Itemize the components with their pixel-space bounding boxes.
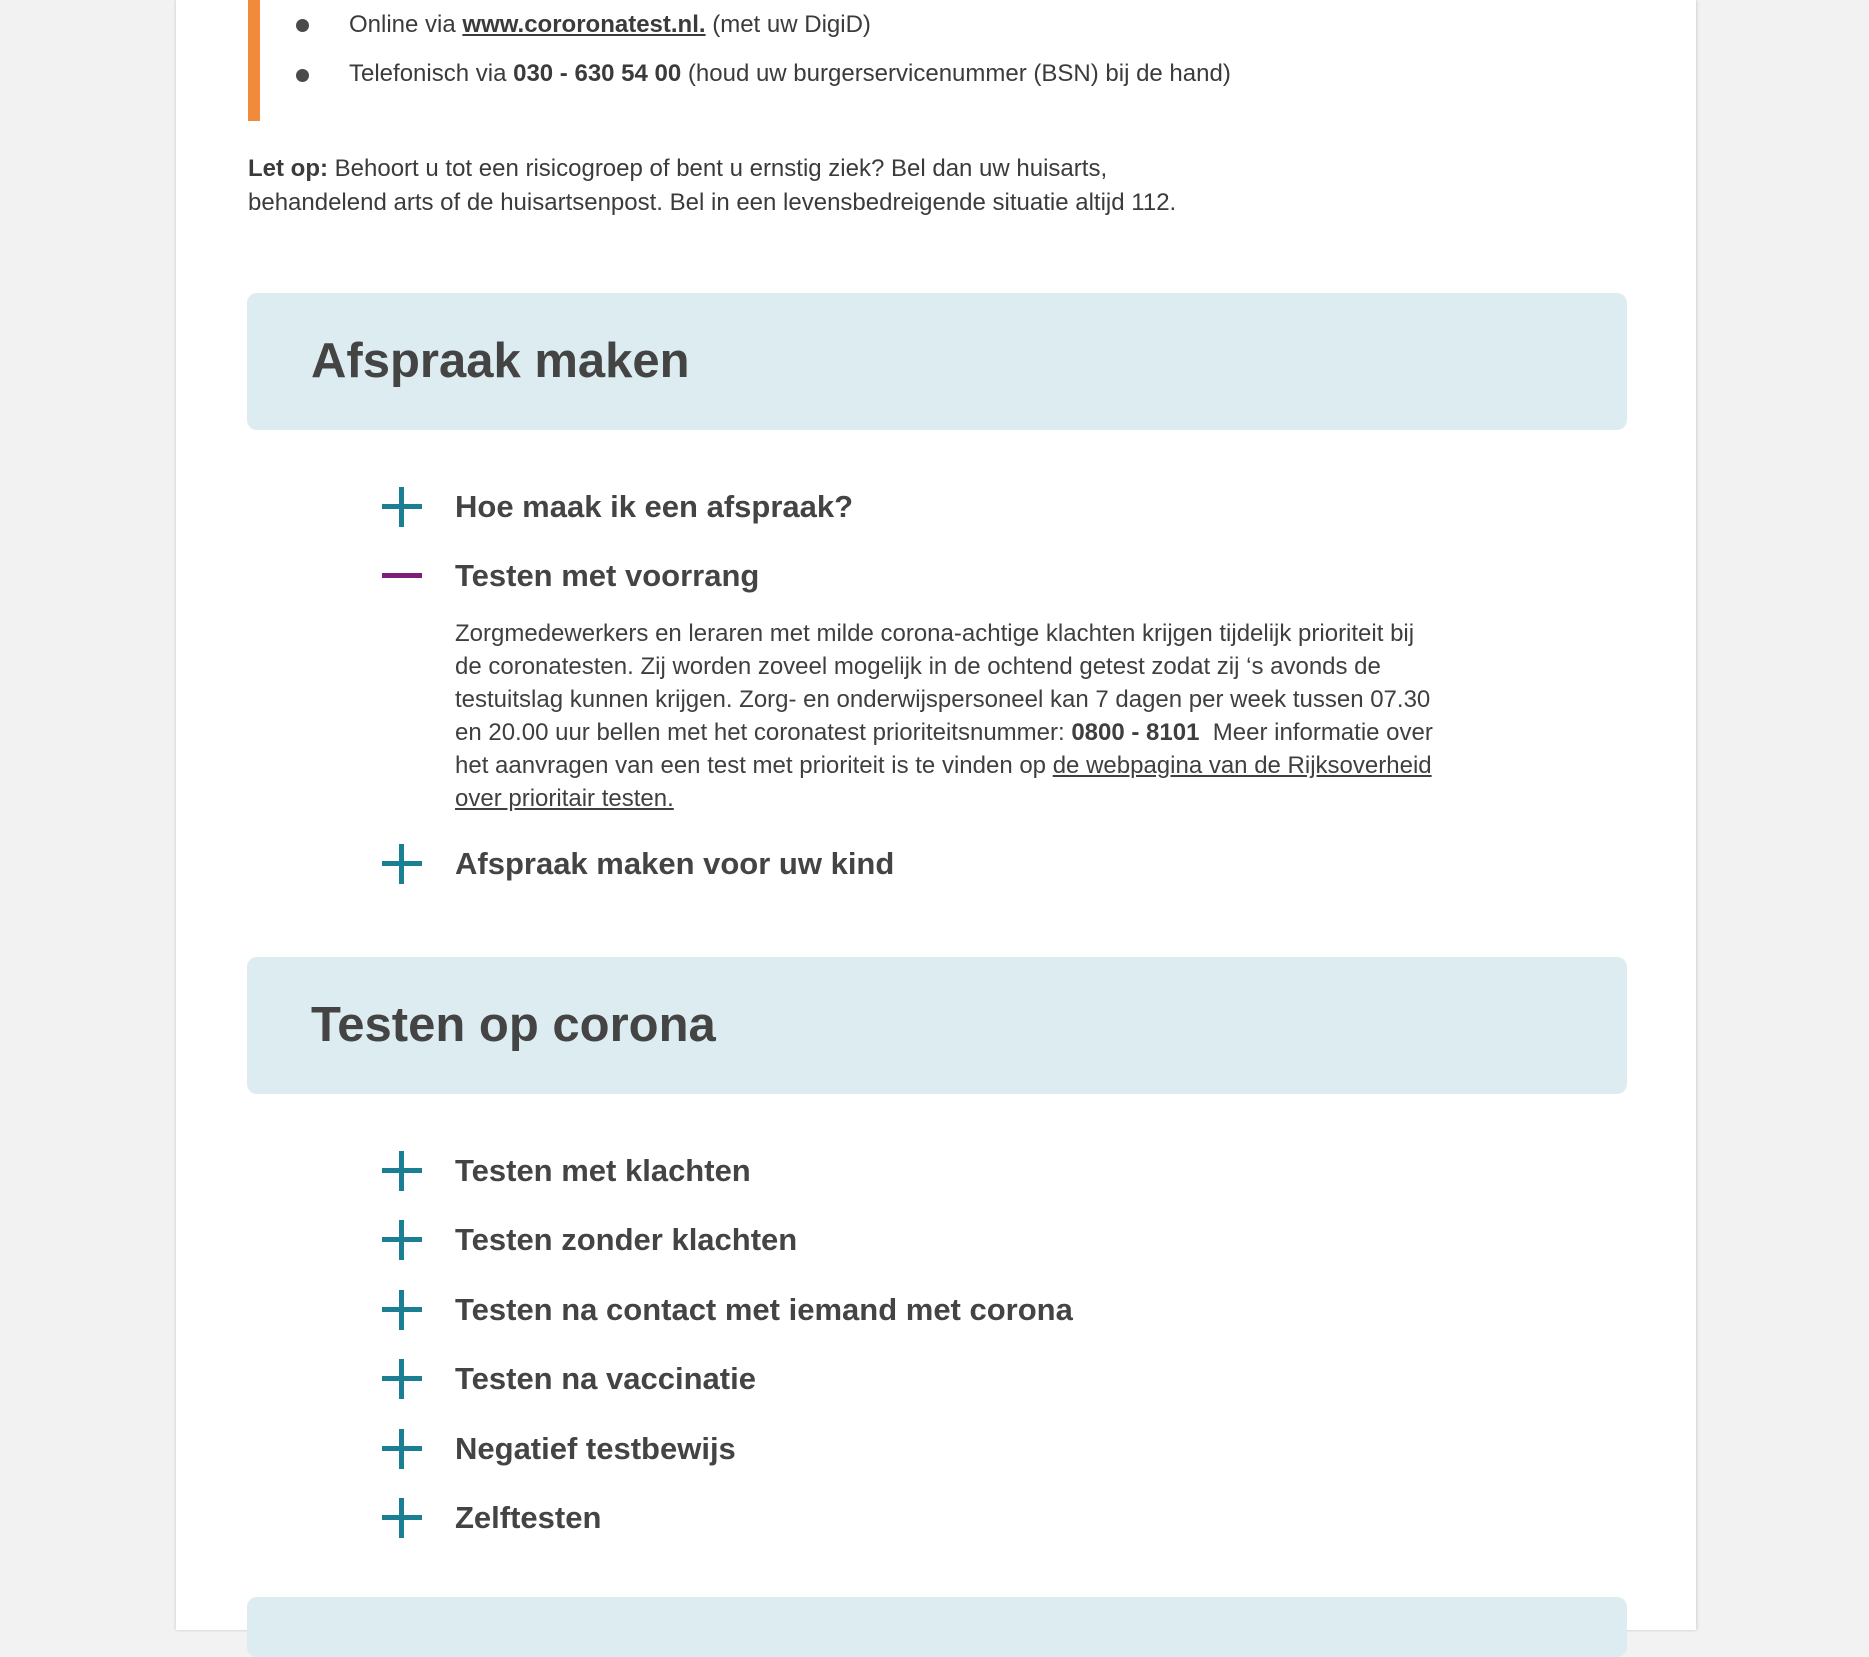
accordion-item-testen-zonder-klachten[interactable] <box>382 1215 797 1265</box>
accordion-label: Hoe maak ik een afspraak? <box>455 489 854 524</box>
online-suffix: (met uw DigiD) <box>712 11 871 38</box>
accordion-label: Afspraak maken voor uw kind <box>455 846 895 881</box>
plus-icon <box>382 1498 422 1538</box>
plus-icon <box>382 487 422 527</box>
plus-icon <box>382 1290 422 1330</box>
accordion-item-testen-na-contact[interactable] <box>382 1285 1073 1335</box>
accordion-label: Testen zonder klachten <box>455 1222 798 1257</box>
plus-icon <box>382 1359 422 1399</box>
priority-phone-number: 0800 - 8101 <box>1071 719 1200 746</box>
section-header-afspraak <box>247 293 1627 430</box>
section-title: Afspraak maken <box>311 334 690 388</box>
phone-number: 030 - 630 54 00 <box>513 60 682 87</box>
bullet-icon <box>296 19 309 32</box>
accordion-label: Testen na contact met iemand met corona <box>455 1292 1073 1327</box>
risk-group-notice <box>248 152 1248 220</box>
accordion-label: Testen met voorrang <box>455 558 760 593</box>
contact-phone-item <box>296 50 1231 98</box>
notice-line2: behandelend arts of de huisartsenpost. Bel in een levensbedreigende situatie altijd 112. <box>248 189 1177 216</box>
contact-options-list <box>296 0 1231 98</box>
minus-icon <box>382 556 422 596</box>
accordion-item-testen-met-voorrang[interactable] <box>382 551 759 601</box>
accordion-item-negatief-testbewijs[interactable] <box>382 1424 736 1474</box>
accordion-label: Zelftesten <box>455 1500 602 1535</box>
priority-text-part1: Zorgmedewerkers en leraren met milde corona-achtige klachten krijgen tijdelijk prioriteit bij de coronatesten. Zij worden zoveel mogelijk in de ochtend getest zodat zij ‘s avonds de testuitslag kunnen krijgen. Zorg- en onderwijspersoneel kan 7 dagen per week tussen 07.30 en 20.00 uur bellen met het coronatest prioriteitsnummer: <box>455 620 1431 746</box>
online-prefix: Online via <box>349 11 456 38</box>
contact-online-item <box>296 0 1231 50</box>
accordion-label: Testen met klachten <box>455 1153 751 1188</box>
callout-accent-bar <box>248 0 260 121</box>
plus-icon <box>382 844 422 884</box>
notice-line1: Behoort u tot een risicogroep of bent u ernstig ziek? Bel dan uw huisarts, <box>334 155 1108 182</box>
section-header-testen-op-corona <box>247 957 1627 1094</box>
accordion-label: Negatief testbewijs <box>455 1431 736 1466</box>
plus-icon <box>382 1151 422 1191</box>
accordion-item-afspraak-kind[interactable] <box>382 839 894 889</box>
rijksoverheid-priority-link[interactable]: de webpagina van de Rijksoverheid over prioritair testen. <box>455 752 1432 812</box>
accordion-label: Testen na vaccinatie <box>455 1361 756 1396</box>
page-content <box>176 0 1696 1630</box>
accordion-item-testen-na-vaccinatie[interactable] <box>382 1354 756 1404</box>
coronatest-website-link[interactable]: www.cororonatest.nl. <box>462 11 706 38</box>
notice-label: Let op: <box>248 155 328 182</box>
section-header-next <box>247 1597 1627 1657</box>
accordion-item-testen-met-klachten[interactable] <box>382 1146 751 1196</box>
priority-text-part2: Meer informatie over het aanvragen van een test met prioriteit is te vinden op <box>455 719 1433 779</box>
section-title: Testen op corona <box>311 998 716 1052</box>
phone-prefix: Telefonisch via <box>349 60 507 87</box>
accordion-body-testen-met-voorrang <box>455 617 1445 815</box>
plus-icon <box>382 1429 422 1469</box>
bullet-icon <box>296 69 309 82</box>
accordion-item-zelftesten[interactable] <box>382 1493 601 1543</box>
phone-suffix: (houd uw burgerservicenummer (BSN) bij de hand) <box>687 60 1231 87</box>
plus-icon <box>382 1220 422 1260</box>
accordion-item-hoe-maak-afspraak[interactable] <box>382 482 853 532</box>
